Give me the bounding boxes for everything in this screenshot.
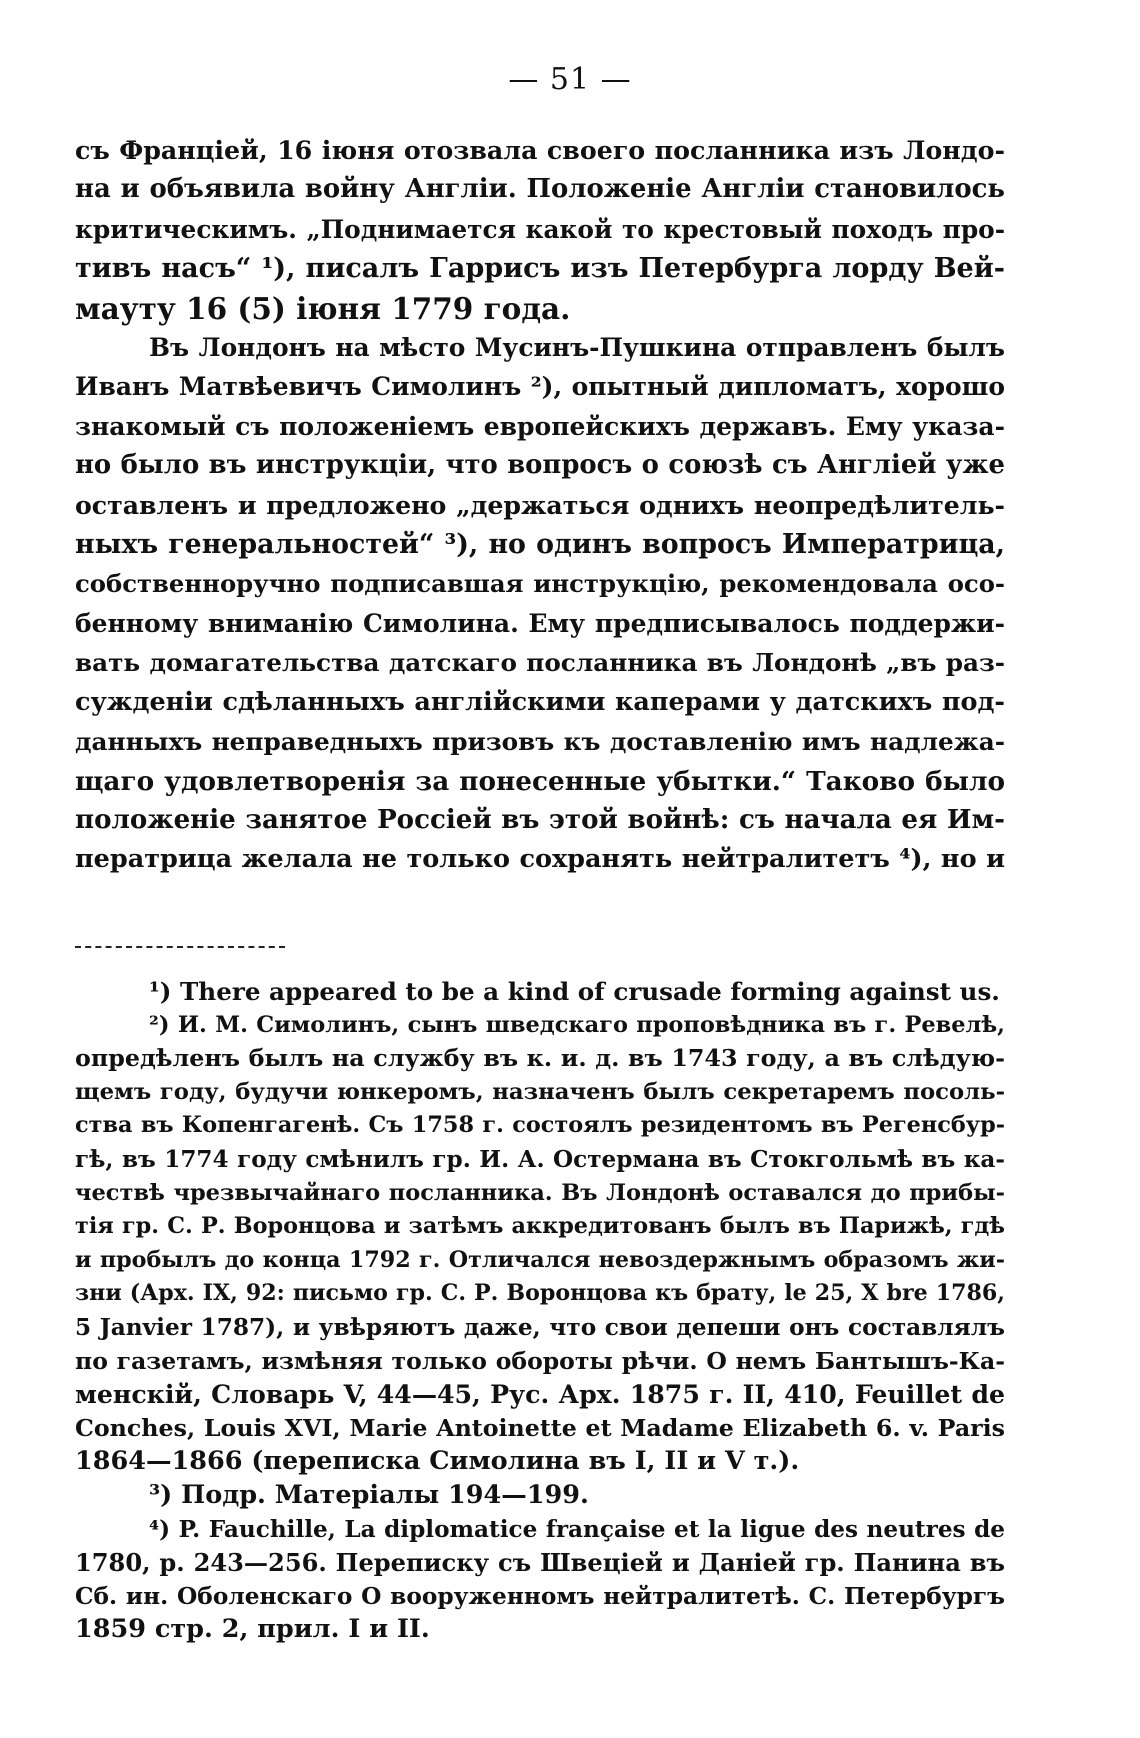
footnote-line: 5 Janvier 1787), и увѣряютъ даже, что свои депеши онъ составлялъ bbox=[75, 1313, 1005, 1341]
text-line: оставленъ и предложено „держаться однихъ неопредѣлитель- bbox=[75, 489, 1005, 520]
text-line: мауту 16 (5) іюня 1779 года. bbox=[75, 290, 571, 326]
text-line: критическимъ. „Поднимается какой то крестовый походъ про- bbox=[75, 214, 1005, 244]
text-line: бенному вниманію Симолина. Ему предписывалось поддержи- bbox=[75, 608, 1005, 638]
footnote-line: по газетамъ, измѣняя только обороты рѣчи. О немъ Бантышъ-Ка- bbox=[75, 1346, 1005, 1375]
text-line: ныхъ генеральностей“ ³), но одинъ вопросъ Императрица, bbox=[75, 529, 1005, 561]
footnote-line: 1864—1866 (переписка Симолина въ I, II и V т.). bbox=[75, 1446, 800, 1477]
text-line: Въ Лондонъ на мѣсто Мусинъ-Пушкина отправленъ былъ bbox=[149, 333, 1005, 363]
text-line: собственноручно подписавшая инструкцію, рекомендовала осо- bbox=[75, 569, 1005, 599]
footnote-line: гѣ, въ 1774 году смѣнилъ гр. И. А. Остермана въ Стокгольмѣ въ ка- bbox=[75, 1145, 1005, 1173]
footnote-line: ³) Подр. Матеріалы 194—199. bbox=[149, 1479, 589, 1510]
page-number: — 51 — bbox=[508, 62, 632, 97]
text-line: на и объявила войну Англіи. Положеніе Англіи становилось bbox=[75, 174, 1005, 205]
footnote-line: ¹) There appeared to be a kind of crusade forming against us. bbox=[149, 977, 1000, 1006]
text-line: вать домагательства датскаго посланника въ Лондонѣ „въ раз- bbox=[75, 648, 1005, 678]
footnote-divider bbox=[75, 946, 285, 948]
text-line: съ Франціей, 16 іюня отозвала своего посланника изъ Лондо- bbox=[75, 135, 1005, 165]
text-line: ператрица желала не только сохранять нейтралитетъ ⁴), но и bbox=[75, 844, 1005, 875]
footnote-line: Conches, Louis XVI, Marie Antoinette et Madame Elizabeth 6. v. Paris bbox=[75, 1413, 1005, 1442]
footnote-line: зни (Арх. IX, 92: письмо гр. С. Р. Воронцова къ брату, le 25, X bre 1786, bbox=[75, 1280, 1005, 1307]
text-line: тивъ насъ“ ¹), писалъ Гаррисъ изъ Петербурга лорду Вей- bbox=[75, 253, 1005, 285]
footnote-line: 1780, p. 243—256. Переписку съ Швеціей и Даніей гр. Панина въ bbox=[75, 1548, 1005, 1578]
footnote-line: опредѣленъ былъ на службу въ к. и. д. въ 1743 году, а въ слѣдую- bbox=[75, 1044, 1005, 1073]
footnote-line: тія гр. С. Р. Воронцова и затѣмъ аккредитованъ былъ въ Парижѣ, гдѣ bbox=[75, 1213, 1005, 1240]
text-line: знакомый съ положеніемъ европейскихъ державъ. Ему указа- bbox=[75, 411, 1005, 441]
text-line: но было въ инструкціи, что вопросъ о союзѣ съ Англіей уже bbox=[75, 450, 1005, 481]
footnote-line: и пробылъ до конца 1792 г. Отличался невоздержнымъ образомъ жи- bbox=[75, 1246, 1005, 1273]
footnote-line: ²) И. М. Симолинъ, сынъ шведскаго проповѣдника въ г. Ревелѣ, bbox=[149, 1011, 1005, 1038]
footnote-line: 1859 стр. 2, прил. I и II. bbox=[75, 1614, 430, 1645]
footnotes bbox=[75, 975, 1005, 1647]
text-line: сужденіи сдѣланныхъ англійскими каперами у датскихъ под- bbox=[75, 686, 1005, 717]
text-line: Иванъ Матвѣевичъ Симолинъ ²), опытный дипломатъ, хорошо bbox=[75, 372, 1005, 402]
text-line: данныхъ неправедныхъ призовъ къ доставленію имъ надлежа- bbox=[75, 727, 1005, 757]
footnote-line: Сб. ин. Оболенскаго О вооруженномъ нейтралитетѣ. С. Петербургъ bbox=[75, 1582, 1005, 1610]
footnote-line: ⁴) P. Fauchille, La diplomatice française et la ligue des neutres de bbox=[149, 1515, 1005, 1543]
main-text bbox=[75, 131, 1005, 880]
footnote-line: чествѣ чрезвычайнаго посланника. Въ Лондонѣ оставался до прибы- bbox=[75, 1179, 1005, 1206]
footnote-line: ства въ Копенгагенѣ. Съ 1758 г. состоялъ резидентомъ въ Регенсбур- bbox=[75, 1112, 1005, 1139]
footnote-line: менскій, Словарь V, 44—45, Рус. Арх. 1875 г. II, 410, Feuillet de bbox=[75, 1379, 1005, 1410]
footnote-line: щемъ году, будучи юнкеромъ, назначенъ былъ секретаремъ посоль- bbox=[75, 1078, 1005, 1105]
text-line: положеніе занятое Россіей въ этой войнѣ: съ начала ея Им- bbox=[75, 804, 1005, 835]
text-line: щаго удовлетворенія за понесенные убытки.“ Таково было bbox=[75, 765, 1005, 797]
